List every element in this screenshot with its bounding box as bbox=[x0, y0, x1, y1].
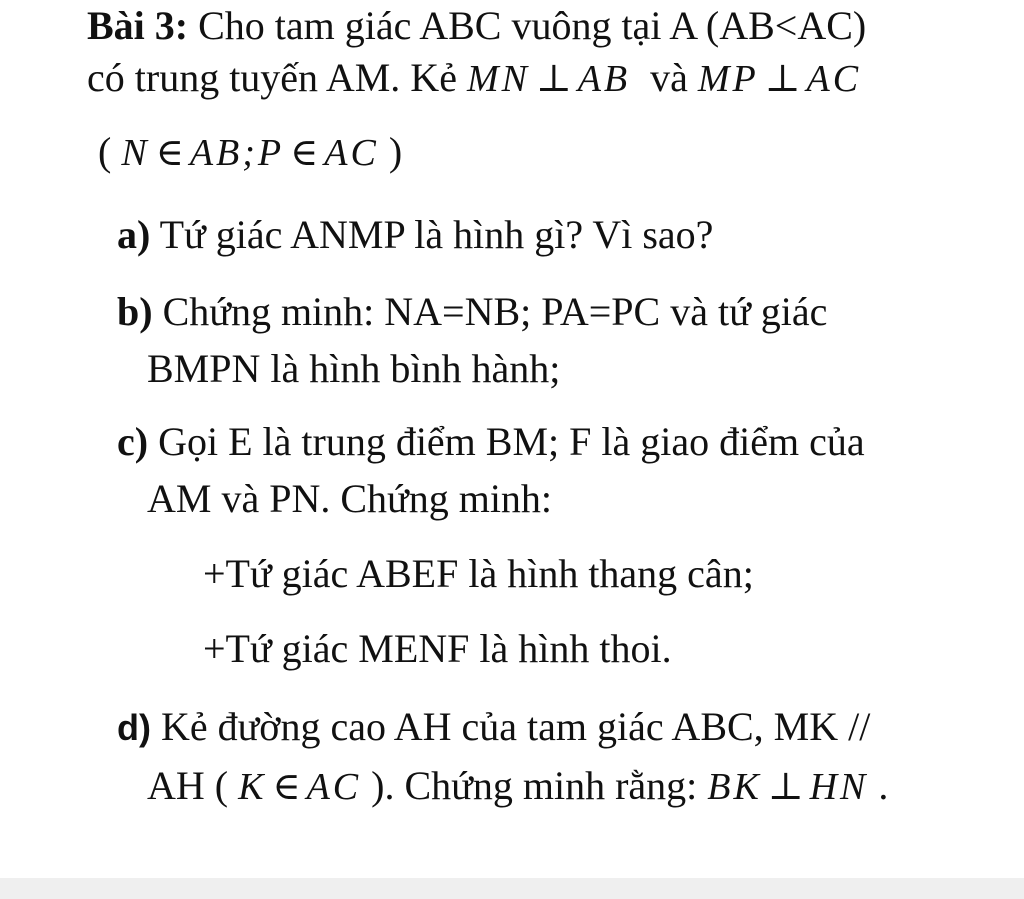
math-mn: MN bbox=[466, 58, 530, 100]
math-mn-perp-ab bbox=[467, 58, 630, 100]
part-d-line-1 bbox=[117, 703, 870, 752]
math-p: P bbox=[257, 132, 285, 174]
semicolon: ; bbox=[242, 132, 258, 174]
part-d-text-2c: . bbox=[878, 763, 889, 808]
bottom-strip bbox=[0, 878, 1024, 899]
perp-symbol: ⊥ bbox=[535, 58, 572, 100]
part-a bbox=[117, 211, 713, 259]
part-b-line-1 bbox=[117, 288, 827, 336]
part-c-text-1: Gọi E là trung điểm BM; F là giao điểm của bbox=[148, 419, 865, 464]
element-of-symbol: ∈ bbox=[290, 132, 319, 174]
part-c-bullet-1-text: +Tứ giác ABEF là hình thang cân; bbox=[203, 551, 754, 596]
math-k-in-ac bbox=[238, 766, 361, 808]
part-c-bullet-2-text: +Tứ giác MENF là hình thoi. bbox=[203, 626, 672, 671]
part-d-text-2b: ). Chứng minh rằng: bbox=[371, 763, 698, 808]
exercise-condition bbox=[98, 128, 402, 177]
math-ab: AB bbox=[189, 132, 243, 174]
math-ac: AC bbox=[306, 766, 362, 808]
math-bk: BK bbox=[707, 766, 762, 808]
perp-symbol: ⊥ bbox=[764, 58, 801, 100]
part-c-text-2: AM và PN. Chứng minh: bbox=[147, 476, 553, 521]
part-a-label: a) bbox=[117, 212, 151, 257]
exercise-intro-text-1: Cho tam giác ABC vuông tại A (AB<AC) bbox=[188, 3, 867, 48]
part-c-label: c) bbox=[117, 419, 149, 464]
math-mp-perp-ac bbox=[698, 58, 861, 100]
exercise-intro-line-1 bbox=[87, 2, 866, 50]
exercise-title: Bài 3: bbox=[87, 3, 189, 48]
exercise-intro-text-2b: và bbox=[650, 55, 688, 100]
part-c-line-2 bbox=[147, 475, 552, 523]
part-b-text-1: Chứng minh: NA=NB; PA=PC và tứ giác bbox=[152, 289, 828, 334]
part-c-line-1 bbox=[117, 418, 865, 466]
part-b-text-2: BMPN là hình bình hành; bbox=[147, 346, 561, 391]
part-d-text-2a: AH ( bbox=[147, 763, 229, 808]
part-d-label: d) bbox=[117, 707, 151, 748]
part-a-text: Tứ giác ANMP là hình gì? Vì sao? bbox=[150, 212, 714, 257]
math-k: K bbox=[238, 766, 267, 808]
paren-close: ) bbox=[388, 129, 403, 174]
part-c-bullet-2 bbox=[203, 625, 672, 673]
math-condition bbox=[121, 132, 379, 174]
part-c-bullet-1 bbox=[203, 550, 754, 598]
math-mp: MP bbox=[697, 58, 759, 100]
math-n: N bbox=[121, 132, 150, 174]
paren-open: ( bbox=[98, 129, 112, 174]
perp-symbol: ⊥ bbox=[767, 766, 804, 808]
element-of-symbol: ∈ bbox=[272, 766, 301, 808]
part-d-line-2 bbox=[147, 762, 888, 811]
math-ac: AC bbox=[324, 132, 379, 174]
part-b-label: b) bbox=[117, 289, 153, 334]
math-ac: AC bbox=[806, 58, 862, 100]
math-hn: HN bbox=[809, 766, 869, 808]
part-d-text-1: Kẻ đường cao AH của tam giác ABC, MK // bbox=[150, 704, 871, 749]
element-of-symbol: ∈ bbox=[155, 132, 184, 174]
math-bk-perp-hn bbox=[707, 766, 868, 808]
exercise-intro-line-2 bbox=[87, 54, 861, 103]
math-ab: AB bbox=[577, 58, 631, 100]
exercise-intro-text-2a: có trung tuyến AM. Kẻ bbox=[87, 55, 467, 100]
part-b-line-2 bbox=[147, 345, 560, 393]
